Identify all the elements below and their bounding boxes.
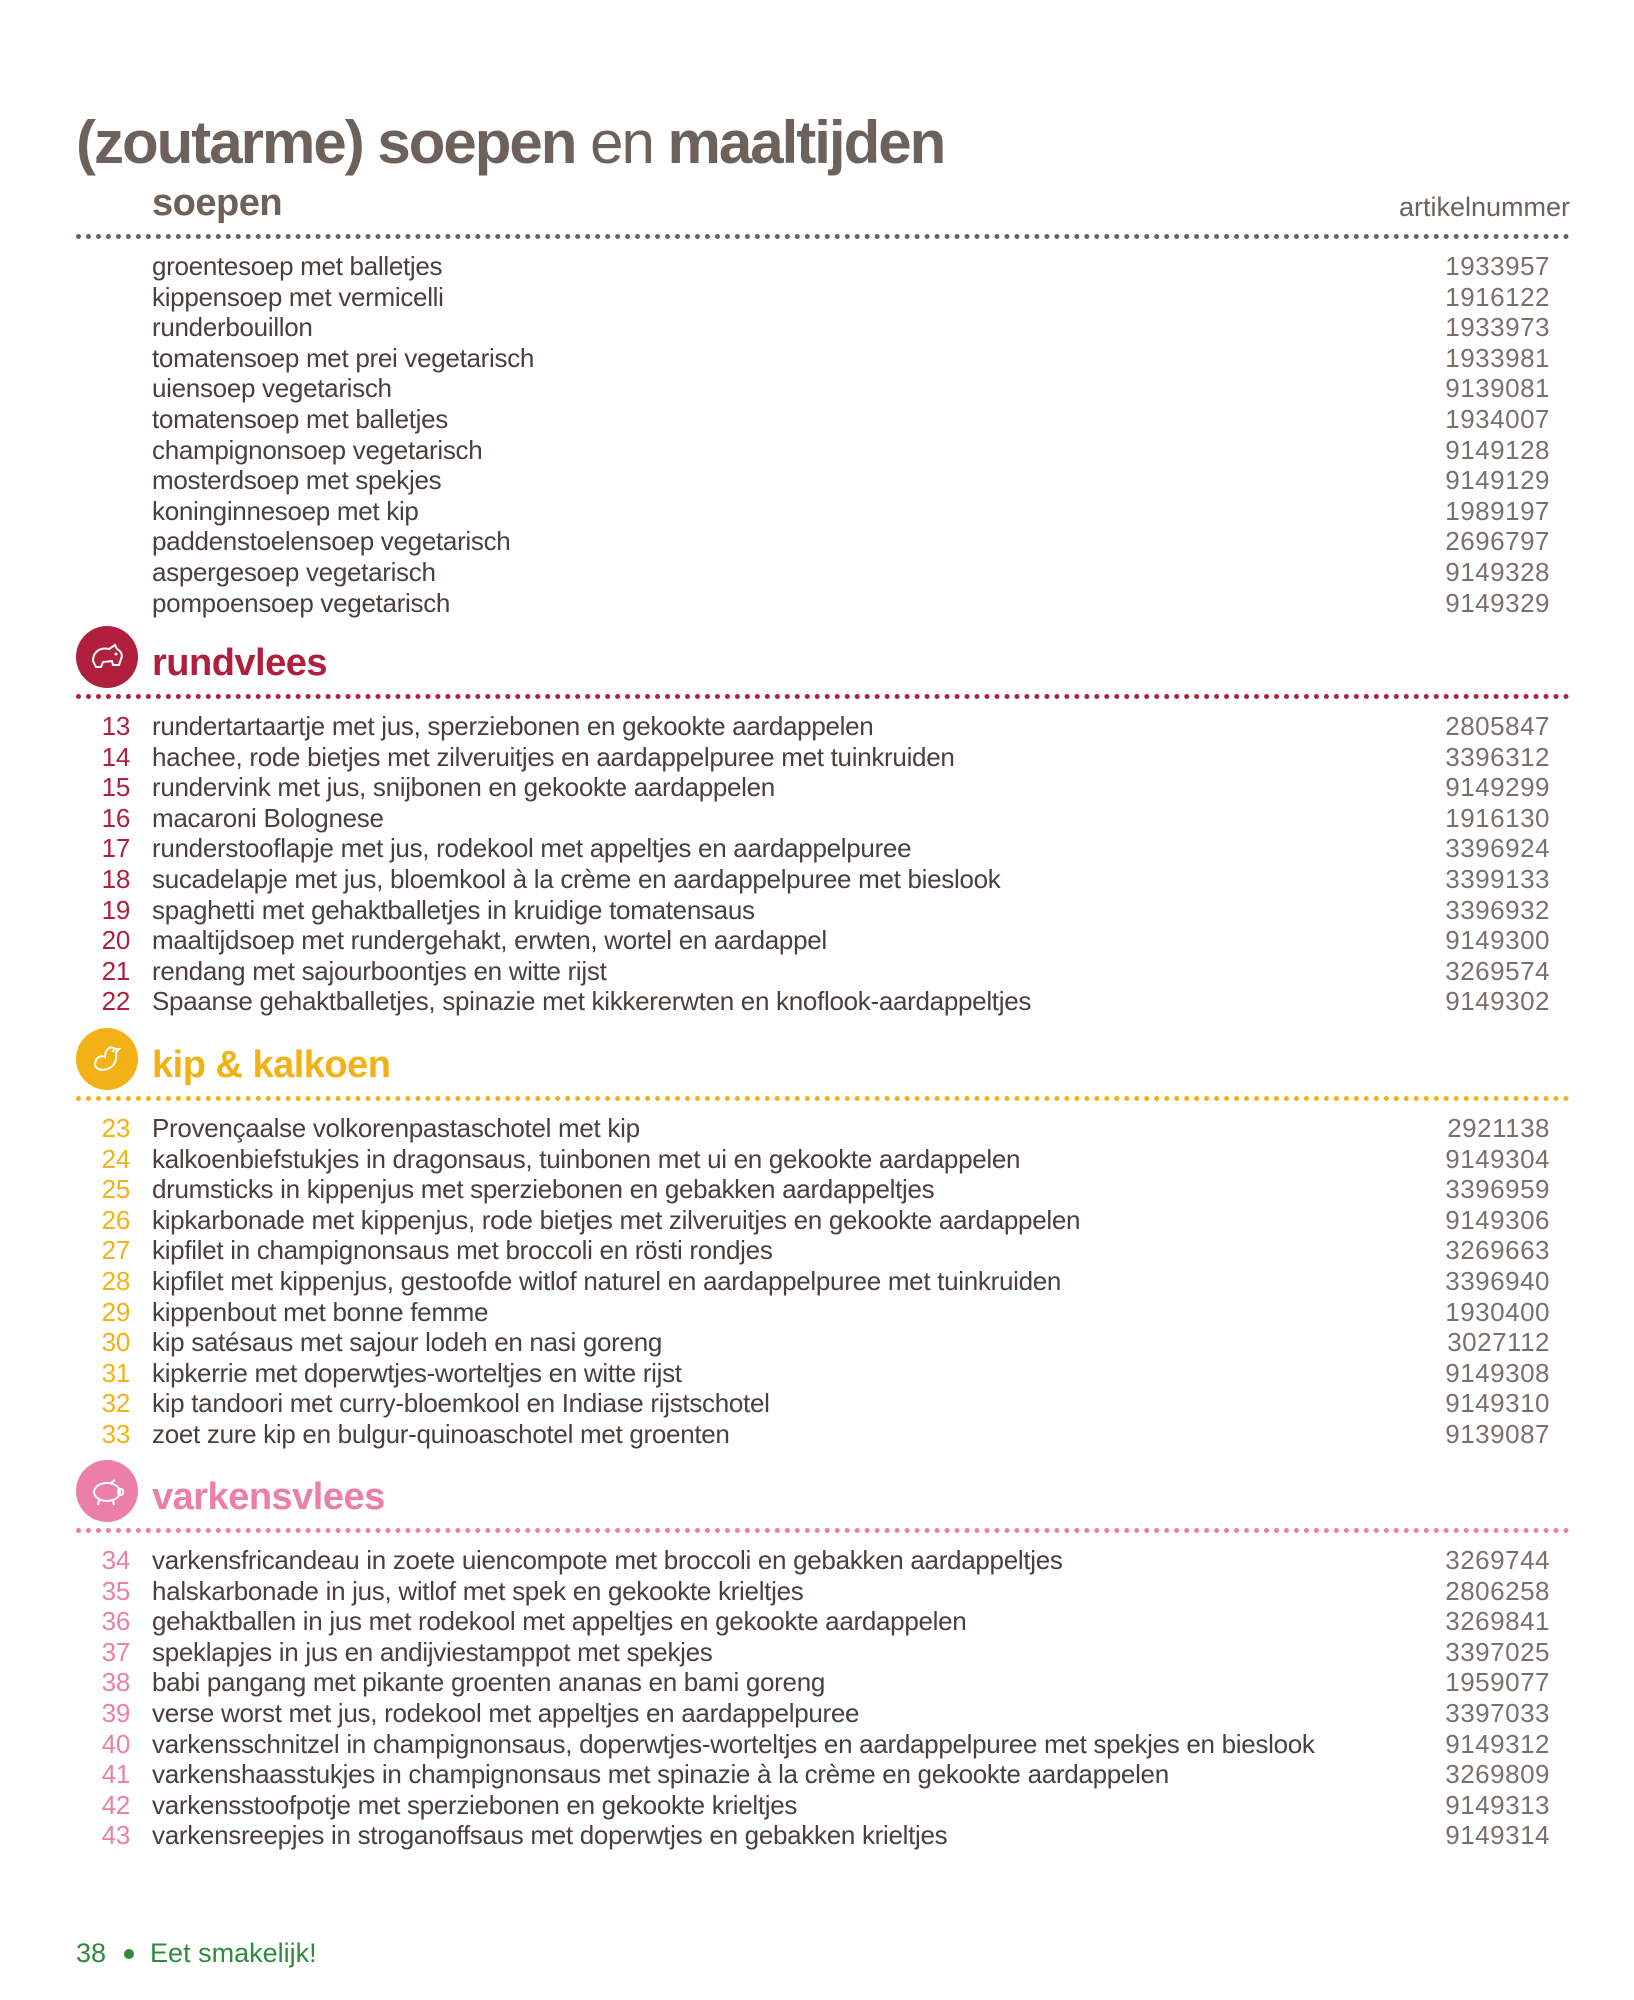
item-article-number: 3399133 [1445, 863, 1550, 894]
item-name: tomatensoep met balletjes [152, 403, 449, 434]
item-name: gehaktballen in jus met rodekool met appeltjes en gekookte aardappelen [152, 1606, 967, 1637]
item-number: 32 [101, 1388, 130, 1419]
item-name: koninginnesoep met kip [152, 495, 419, 526]
item-article-number: 1916130 [1445, 802, 1550, 833]
list-item [76, 1759, 1570, 1790]
item-article-number: 1934007 [1445, 403, 1550, 434]
list-item [76, 925, 1570, 956]
section-header [76, 1042, 1570, 1088]
item-number: 13 [101, 711, 130, 741]
item-number: 23 [101, 1113, 130, 1143]
item-number: 22 [101, 986, 130, 1017]
list-item [76, 833, 1570, 864]
item-name: speklapjes in jus en andijviestamppot met spekjes [152, 1636, 713, 1667]
section-varkensvlees [76, 1474, 1570, 1851]
list-item [76, 251, 1570, 282]
section-title: rundvlees [152, 642, 328, 684]
list-item [76, 1358, 1570, 1389]
list-item [76, 312, 1570, 343]
item-article-number: 2805847 [1445, 711, 1550, 741]
item-number: 37 [101, 1636, 130, 1667]
page-footer [76, 1938, 317, 1969]
dotted-divider [76, 694, 1570, 699]
item-number: 39 [101, 1697, 130, 1728]
list-item [76, 1637, 1570, 1668]
item-article-number: 9139087 [1445, 1418, 1550, 1449]
item-article-number: 3397033 [1445, 1697, 1550, 1728]
item-name: pompoensoep vegetarisch [152, 587, 451, 618]
list-item [76, 1667, 1570, 1698]
item-article-number: 3269744 [1445, 1545, 1550, 1575]
dotted-divider [76, 1528, 1570, 1533]
item-name: verse worst met jus, rodekool met appeltjes en aardappelpuree [152, 1697, 860, 1728]
item-article-number: 1930400 [1445, 1296, 1550, 1327]
footer-text: Eet smakelijk! [150, 1938, 317, 1968]
item-name: kippenbout met bonne femme [152, 1296, 489, 1327]
list-item [76, 1790, 1570, 1821]
item-name: kipkarbonade met kippenjus, rode bietjes met zilveruitjes en gekookte aardappelen [152, 1204, 1081, 1235]
list-item [76, 1576, 1570, 1607]
item-number: 30 [101, 1327, 130, 1358]
item-article-number: 1933981 [1445, 342, 1550, 373]
section-title: varkensvlees [152, 1476, 385, 1518]
item-article-number: 3396932 [1445, 894, 1550, 925]
list-item [76, 557, 1570, 588]
item-article-number: 3396924 [1445, 833, 1550, 864]
list-item [76, 895, 1570, 926]
item-name: kipfilet in champignonsaus met broccoli en rösti rondjes [152, 1235, 773, 1266]
item-number: 25 [101, 1174, 130, 1205]
bullet-dot [124, 1949, 134, 1959]
list-item [76, 1729, 1570, 1760]
title-bold-1: (zoutarme) soepen [76, 109, 576, 176]
list-item [76, 711, 1570, 742]
item-article-number: 1933957 [1445, 251, 1550, 281]
dotted-divider [76, 234, 1570, 239]
item-number: 31 [101, 1357, 130, 1388]
list-item [76, 1297, 1570, 1328]
item-article-number: 3269574 [1445, 955, 1550, 986]
item-article-number: 3396312 [1445, 741, 1550, 772]
list-item [76, 343, 1570, 374]
item-name: macaroni Bolognese [152, 802, 384, 833]
item-name: runderbouillon [152, 312, 313, 343]
list-item [76, 956, 1570, 987]
list-item [76, 864, 1570, 895]
item-number: 43 [101, 1820, 130, 1851]
item-name: aspergesoep vegetarisch [152, 556, 436, 587]
list-item [76, 1144, 1570, 1175]
list-item [76, 1419, 1570, 1450]
list-item [76, 1174, 1570, 1205]
item-number: 33 [101, 1418, 130, 1449]
list-item [76, 1205, 1570, 1236]
item-name: rundervink met jus, snijbonen en gekookte aardappelen [152, 772, 775, 803]
item-article-number: 9149310 [1445, 1388, 1550, 1419]
cow-icon [76, 626, 138, 688]
item-number: 42 [101, 1789, 130, 1820]
item-article-number: 3397025 [1445, 1636, 1550, 1667]
item-number: 28 [101, 1265, 130, 1296]
item-article-number: 9149306 [1445, 1204, 1550, 1235]
item-article-number: 9149302 [1445, 986, 1550, 1017]
column-header-artikelnummer: artikelnummer [1398, 192, 1570, 222]
list-item [76, 496, 1570, 527]
list-item [76, 435, 1570, 466]
section-rundvlees [76, 640, 1570, 1017]
item-article-number: 9149299 [1445, 772, 1550, 803]
list-item [76, 588, 1570, 619]
item-number: 15 [101, 772, 130, 803]
section-soepen [76, 180, 1570, 618]
item-name: tomatensoep met prei vegetarisch [152, 342, 535, 373]
list-item [76, 1698, 1570, 1729]
item-name: uiensoep vegetarisch [152, 373, 392, 404]
item-name: halskarbonade in jus, witlof met spek en gekookte krieltjes [152, 1575, 804, 1606]
item-name: rendang met sajourboontjes en witte rijst [152, 955, 607, 986]
item-number: 20 [101, 925, 130, 956]
item-name: drumsticks in kippenjus met sperziebonen en gebakken aardappeltjes [152, 1174, 935, 1205]
item-number: 40 [101, 1728, 130, 1759]
item-name: varkensschnitzel in champignonsaus, doperwtjes-worteltjes en aardappelpuree met spekjes en bieslook [152, 1728, 1315, 1759]
section-title: soepen [152, 182, 283, 224]
item-article-number: 9149329 [1445, 587, 1550, 618]
item-article-number: 3269809 [1445, 1759, 1550, 1790]
item-name: champignonsoep vegetarisch [152, 434, 483, 465]
title-bold-2: maaltijden [667, 109, 945, 176]
section-header [76, 640, 1570, 686]
item-name: kippensoep met vermicelli [152, 281, 444, 312]
list-item [76, 1545, 1570, 1576]
title-light: en [575, 109, 668, 176]
item-number: 29 [101, 1296, 130, 1327]
item-article-number: 1933973 [1445, 312, 1550, 343]
item-number: 38 [101, 1667, 130, 1698]
chicken-icon [76, 1028, 138, 1090]
item-number: 17 [101, 833, 130, 864]
item-number: 36 [101, 1606, 130, 1637]
item-article-number: 3396940 [1445, 1265, 1550, 1296]
item-number: 41 [101, 1759, 130, 1790]
item-number: 34 [101, 1545, 130, 1575]
item-list [76, 1113, 1570, 1450]
page-number: 38 [76, 1938, 107, 1968]
item-article-number: 9149308 [1445, 1357, 1550, 1388]
item-article-number: 9149129 [1445, 465, 1550, 496]
item-article-number: 3269663 [1445, 1235, 1550, 1266]
item-article-number: 9149300 [1445, 925, 1550, 956]
list-item [76, 986, 1570, 1017]
item-list [76, 251, 1570, 618]
item-name: babi pangang met pikante groenten ananas en bami goreng [152, 1667, 826, 1698]
item-article-number: 9149128 [1445, 434, 1550, 465]
item-article-number: 2921138 [1447, 1113, 1550, 1143]
list-item [76, 1235, 1570, 1266]
list-item [76, 742, 1570, 773]
item-article-number: 9149312 [1445, 1728, 1550, 1759]
item-list [76, 711, 1570, 1017]
list-item [76, 404, 1570, 435]
item-name: kalkoenbiefstukjes in dragonsaus, tuinbonen met ui en gekookte aardappelen [152, 1143, 1021, 1174]
list-item [76, 803, 1570, 834]
item-name: groentesoep met balletjes [152, 251, 443, 281]
item-article-number: 9149314 [1445, 1820, 1550, 1851]
item-article-number: 3027112 [1447, 1327, 1550, 1358]
pig-icon [76, 1460, 138, 1522]
item-article-number: 2806258 [1445, 1575, 1550, 1606]
section-header [76, 180, 1570, 226]
item-article-number: 1916122 [1445, 281, 1550, 312]
item-name: kipkerrie met doperwtjes-worteltjes en witte rijst [152, 1357, 682, 1388]
item-number: 19 [101, 894, 130, 925]
item-article-number: 2696797 [1445, 526, 1550, 557]
item-number: 18 [101, 863, 130, 894]
item-list [76, 1545, 1570, 1851]
section-kip-kalkoen [76, 1042, 1570, 1450]
item-name: paddenstoelensoep vegetarisch [152, 526, 511, 557]
item-article-number: 1989197 [1445, 495, 1550, 526]
item-number: 35 [101, 1575, 130, 1606]
list-item [76, 1327, 1570, 1358]
item-name: varkensfricandeau in zoete uiencompote met broccoli en gebakken aardappeltjes [152, 1545, 1063, 1575]
item-name: kipfilet met kippenjus, gestoofde witlof naturel en aardappelpuree met tuinkruiden [152, 1265, 1062, 1296]
item-name: hachee, rode bietjes met zilveruitjes en aardappelpuree met tuinkruiden [152, 741, 955, 772]
item-article-number: 9149328 [1445, 556, 1550, 587]
item-name: spaghetti met gehaktballetjes in kruidige tomatensaus [152, 894, 755, 925]
dotted-divider [76, 1096, 1570, 1101]
item-name: varkensstoofpotje met sperziebonen en gekookte krieltjes [152, 1789, 798, 1820]
item-name: varkenshaasstukjes in champignonsaus met spinazie à la crème en gekookte aardappelen [152, 1759, 1169, 1790]
item-name: runderstooflapje met jus, rodekool met appeltjes en aardappelpuree [152, 833, 912, 864]
list-item [76, 1266, 1570, 1297]
item-name: rundertartaartje met jus, sperziebonen en gekookte aardappelen [152, 711, 874, 741]
list-item [76, 373, 1570, 404]
item-name: sucadelapje met jus, bloemkool à la crème en aardappelpuree met bieslook [152, 863, 1001, 894]
item-number: 26 [101, 1204, 130, 1235]
item-number: 27 [101, 1235, 130, 1266]
item-number: 16 [101, 802, 130, 833]
item-name: mosterdsoep met spekjes [152, 465, 442, 496]
item-article-number: 9149304 [1445, 1143, 1550, 1174]
list-item [76, 526, 1570, 557]
page-title [76, 108, 944, 178]
item-name: Spaanse gehaktballetjes, spinazie met kikkererwten en knoflook-aardappeltjes [152, 986, 1032, 1017]
item-number: 21 [101, 955, 130, 986]
item-name: zoet zure kip en bulgur-quinoaschotel met groenten [152, 1418, 730, 1449]
item-name: maaltijdsoep met rundergehakt, erwten, wortel en aardappel [152, 925, 827, 956]
item-number: 14 [101, 741, 130, 772]
list-item [76, 772, 1570, 803]
list-item [76, 1606, 1570, 1637]
list-item [76, 465, 1570, 496]
item-number: 24 [101, 1143, 130, 1174]
list-item [76, 1113, 1570, 1144]
item-article-number: 9139081 [1445, 373, 1550, 404]
item-article-number: 1959077 [1445, 1667, 1550, 1698]
item-name: kip tandoori met curry-bloemkool en Indiase rijstschotel [152, 1388, 770, 1419]
item-name: kip satésaus met sajour lodeh en nasi goreng [152, 1327, 663, 1358]
list-item [76, 1388, 1570, 1419]
item-article-number: 9149313 [1445, 1789, 1550, 1820]
section-header [76, 1474, 1570, 1520]
item-name: Provençaalse volkorenpastaschotel met kip [152, 1113, 640, 1143]
item-article-number: 3269841 [1445, 1606, 1550, 1637]
item-article-number: 3396959 [1445, 1174, 1550, 1205]
item-name: varkensreepjes in stroganoffsaus met doperwtjes en gebakken krieltjes [152, 1820, 948, 1851]
section-title: kip & kalkoen [152, 1044, 391, 1086]
list-item [76, 282, 1570, 313]
list-item [76, 1820, 1570, 1851]
